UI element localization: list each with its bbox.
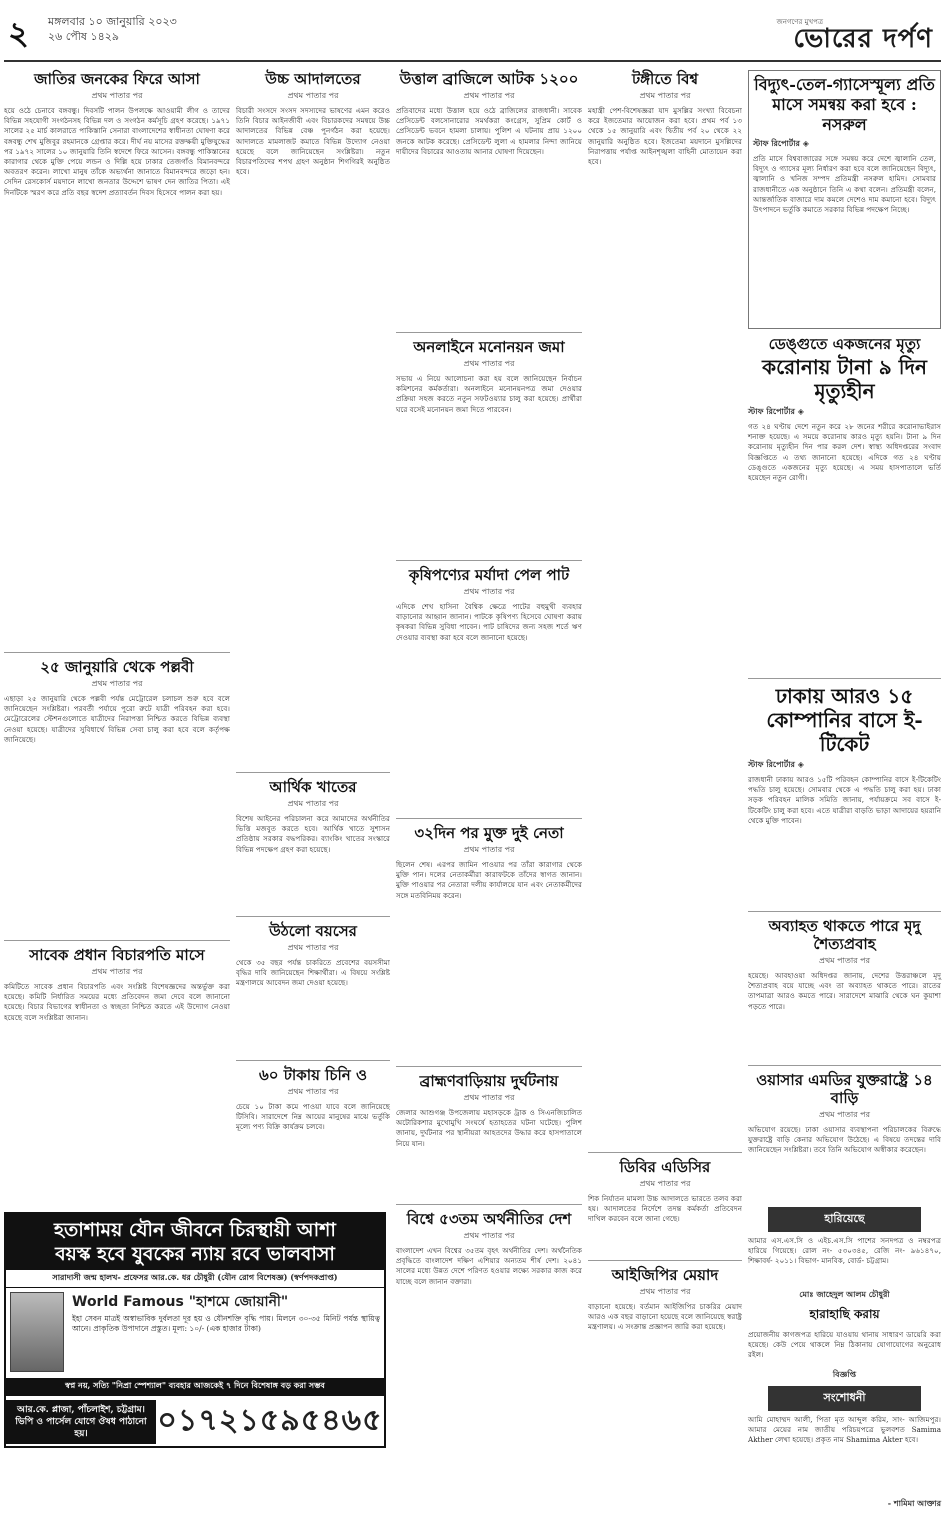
classified-name: - শামিমা আক্তার (887, 1498, 941, 1508)
story-igpr-meyad (588, 1266, 742, 1372)
headline: জাতির জনকের ফিরে আসা (34, 70, 200, 88)
column-3 (396, 70, 582, 1402)
divider (396, 818, 582, 819)
classified-tag-harachhi: হারাহাছি করায় (809, 1307, 880, 1321)
story-body: শিক নির্যাতন মামলা উচ্চ আদালতে ভারতে তলব করা হয়। আদালতের নির্দেশে তদন্ত কর্মকর্তা প্রতিবেদন দাখিল করবেন বলে জানা গেছে। (588, 1194, 742, 1224)
ad-headline (6, 1214, 384, 1270)
kicker: প্রথম পাতার পর (639, 91, 691, 100)
masthead (4, 4, 941, 62)
headline: কৃষিপণ্যের মর্যাদা পেল পাট (408, 566, 570, 584)
divider (4, 940, 230, 941)
ad-description (68, 1288, 384, 1378)
headline: বিদ্যুৎ-তেল-গ্যাসেস্মূল্য প্রতি মাসে সমন্বয় করা হবে : নসরুল (754, 75, 935, 134)
headline: ব্রাহ্মণবাড়িয়ায় দুর্ঘটনায় (419, 1072, 559, 1090)
column-2 (236, 70, 390, 1208)
headline: ওয়াসার এমডির যুক্তরাষ্ট্রে ১৪ বাড়ি (756, 1071, 933, 1107)
story-ubhal-brazil (396, 70, 582, 326)
date-gregorian: মঙ্গলবার ১০ জানুয়ারি ২০২৩ (48, 15, 177, 28)
logo-tagline: জনগণের মুখপত্র (776, 18, 823, 26)
headline: অনলাইনে মনোনয়ন জমা (413, 338, 565, 356)
kicker: প্রথম পাতার পর (463, 91, 515, 100)
divider (748, 911, 941, 912)
headline: ২৫ জানুয়ারি থেকে পল্লবী (40, 658, 194, 676)
story-batrish-din (396, 824, 582, 1060)
divider (236, 772, 390, 773)
story-body: এছাড়া ২৫ জানুয়ারি থেকে পল্লবী পর্যন্ত মেট্রোরেল চলাচল শুরু হবে বলে জানিয়েছেন সংশ্লিষ্টরা। পরবর্তী পর্যায়ে পুরো রুটে যাত্রী পরিবহন করা হবে। মেট্রোরেলের স্টেশনগুলোতে যাত্রীদের নিরাপত্তা নিশ্চিত করতে বিভিন্ন ব্যবস্থা নেওয়া হয়েছে। যাত্রীদের সুবিধার্থে বিভিন্ন সেবা চালু করা হবে বলে কর্তৃপক্ষ জানিয়েছে। (4, 694, 230, 744)
byline: স্টাফ রিপোর্টার ◈ (748, 759, 804, 769)
kicker: প্রথম পাতার পর (463, 587, 515, 596)
column-4 (588, 70, 742, 1378)
classified-body: প্রয়োজনীয় কাগজপত্র হারিয়ে যাওয়ায় থানায় সাধারণ ডায়েরি করা হয়েছে। কেউ পেয়ে থাকলে নিম্ন ঠিকানায় যোগাযোগের অনুরোধ রইল। (748, 1330, 941, 1360)
headline: উত্তাল ব্রাজিলে আটক ১২০০ (399, 70, 579, 88)
byline: স্টাফ রিপোর্টার ◈ (748, 406, 804, 416)
classified-body: আমি মোহাম্মদ আলী, পিতা মৃত আব্দুল করিম, সাং- আজিমপুর। আমার মেয়ের নাম জাতীয় পরিচয়পত্রে ভুলবশত Samima Akther লেখা হয়েছে। প্রকৃত নাম Shamima Akter হবে। (748, 1415, 941, 1445)
classified-name: বিজ্ঞপ্তি (832, 1369, 857, 1379)
story-body: বিচারী সংসদে সংসদ সদস্যদের ভাষণের এমন করেও তিনি বিচার আইনজীবী এবং বিচারকদের সমন্বয়ে উচ্চ আদালতের বিভিন্ন বেঞ্চ পুনর্গঠন করা হয়েছে। আদালতে মামলাজট কমাতে বিভিন্ন উদ্যোগ নেওয়া হয়েছে বলে জানিয়েছেন সংশ্লিষ্টরা। নতুন বিচারপতিদের শপথ গ্রহণ অনুষ্ঠান শিগগিরই অনুষ্ঠিত হবে। (236, 106, 390, 177)
story-krishoker-morjada (396, 566, 582, 812)
kicker: প্রথম পাতার পর (287, 1087, 339, 1096)
headline: সাবেক প্রধান বিচারপতি মাসে (29, 946, 205, 964)
kicker: প্রথম পাতার পর (463, 1231, 515, 1240)
headline: বিশ্বে ৫৩তম অর্থনীতির দেশ (406, 1210, 572, 1228)
story-body: ছিলেন শেষ। এরপর জামিন পাওয়ার পর তাঁরা কারাগার থেকে মুক্তি পান। দলের নেতাকর্মীরা কারাফটকে তাঁদের স্বাগত জানান। মুক্তি পাওয়ার পর নেতারা দলীয় কার্যালয়ে যান এবং নেতাকর্মীদের সঙ্গে মতবিনিময় করেন। (396, 860, 582, 900)
story-body: কমিটিতে সাবেক প্রধান বিচারপতি এবং সংশ্লিষ্ট বিশেষজ্ঞদের অন্তর্ভুক্ত করা হয়েছে। কমিটি নির্ধারিত সময়ের মধ্যে প্রতিবেদন জমা দেবে বলে জানানো হয়েছে। বিচার বিভাগের স্বাধীনতা ও স্বচ্ছতা নিশ্চিত করতে এই উদ্যোগ নেওয়া হয়েছে বলে সংশ্লিষ্টরা জানান। (4, 982, 230, 1022)
kicker: প্রথম পাতার পর (639, 1287, 691, 1296)
kicker: প্রথম পাতার পর (463, 845, 515, 854)
headline: ঢাকায় আরও ১৫ কোম্পানির বাসে ই-টিকেট (766, 684, 923, 756)
kicker: প্রথম পাতার পর (287, 799, 339, 808)
story-body: বাংলাদেশ এখন বিশ্বের ৩৫তম বৃহৎ অর্থনীতির দেশ। অর্থনৈতিক প্রবৃদ্ধিতে বাংলাদেশ দক্ষিণ এশিয়ার অন্যতম শীর্ষ দেশ। ২০৪১ সালের মধ্যে উন্নত দেশে পরিণত হওয়ার লক্ষ্যে সরকার কাজ করে যাচ্ছে বলে জানান বক্তারা। (396, 1246, 582, 1286)
newspaper-logo: ভোরের দর্পণ (793, 24, 933, 54)
page-number: ২ (8, 14, 29, 52)
classified-tag-harieche: হারিয়েছে (768, 1207, 921, 1232)
story-body: প্রতি মাসে বিশ্ববাজারের সঙ্গে সমন্বয় করে দেশে জ্বালানি তেল, বিদ্যুৎ ও গ্যাসের মূল্য নির্ধারণ করা হবে বলে জানিয়েছেন বিদ্যুৎ, জ্বালানি ও খনিজ সম্পদ প্রতিমন্ত্রী নসরুল হামিদ। সোমবার রাজধানীতে এক অনুষ্ঠানে তিনি এ কথা বলেন। প্রতিমন্ত্রী বলেন, আন্তর্জাতিক বাজারে দাম কমলে দেশেও দাম কমানো হবে। বিদ্যুৎ উৎপাদনে ভর্তুকি কমাতে সরকার বিভিন্ন পদক্ষেপ নিচ্ছে। (753, 154, 936, 215)
classified-name: মোঃ জাহেদুল আলম চৌধুরী (799, 1289, 890, 1299)
story-body: এদিকে শেখ হাসিনা বৈশ্বিক ক্ষেত্রে পাটের বহুমুখী ব্যবহার বাড়ানোর আহ্বান জানান। পাটকে কৃষিপণ্য হিসেবে ঘোষণা করায় কৃষকরা বিভিন্ন সুবিধা পাবেন। পাট চাষিদের জন্য সহজ শর্তে ঋণ দেওয়ার ব্যবস্থা করা হবে বলে জানানো হয়েছে। (396, 602, 582, 642)
kicker: প্রথম পাতার পর (639, 1179, 691, 1188)
story-body: হয়েছে। আবহাওয়া অধিদপ্তর জানায়, দেশের উত্তরাঞ্চলে মৃদু শৈত্যপ্রবাহ বয়ে যাচ্ছে এবং তা অব্যাহত থাকতে পারে। রাতের তাপমাত্রা আরও কমতে পারে। সারাদেশে মাঝারি থেকে ঘন কুয়াশা পড়তে পারে। (748, 971, 941, 1011)
divider (396, 1066, 582, 1067)
headline: অব্যাহত থাকতে পারে মৃদু শৈত্যপ্রবাহ (768, 917, 921, 953)
story-jatir-janak (4, 70, 230, 646)
divider (236, 1060, 390, 1061)
divider (748, 678, 941, 679)
story-body: বিশেষ আইনের পরিচালনা করে আমাদের অর্থনীতির ভিত্তি মজবুত করতে হবে। আর্থিক খাতে সুশাসন প্রতিষ্ঠায় সরকার বদ্ধপরিকর। ব্যাংকিং খাতের সংস্কারে বিভিন্ন পদক্ষেপ গ্রহণ করা হয়েছে। (236, 814, 390, 854)
ad-line2: বয়স্ক হবে যুবকের ন্যায় রবে ভালবাসা (55, 1243, 335, 1265)
story-dbi-adisir (588, 1158, 742, 1254)
ad-subtitle: সারাদাসী জন্ম হালখ- প্রফেসর আর.কে. ধর চৌধুরী (যৌন রোগ বিশেষজ্ঞ) (স্বর্ণপদকপ্রাপ্ত) (6, 1270, 384, 1288)
story-body: থেকে ৩৫ বছর পর্যন্ত চাকরিতে প্রবেশের বয়সসীমা বৃদ্ধির দাবি জানিয়েছেন শিক্ষার্থীরা। এ বিষয়ে সংশ্লিষ্ট মন্ত্রণালয়ে আবেদন জমা দেওয়া হয়েছে। (236, 958, 390, 988)
ad-address: আর.কে. প্লাজা, পাঁচলাইশ, চট্টগ্রাম। ভিপি ও পার্সেল যোগে ঔষধ পাঠানো হয়। (6, 1400, 156, 1444)
kicker: প্রথম পাতার পর (91, 967, 143, 976)
divider (748, 1065, 941, 1066)
classified-tag-songshodhoni: সংশোধনী (768, 1386, 921, 1411)
divider (588, 1152, 742, 1153)
ad-product-desc: ইহা সেবন মাত্রই অস্বাভাবিক দুর্বলতা দূর হয় ও যৌনশক্তি বৃদ্ধি পায়। মিলনে ৩০-৩৫ মিনিট পর্যন্ত স্থায়িত্ব আনে। প্রাকৃতিক উপাদানে প্রস্তুত। মূল্য: ১০/- (এক হাজার টাকা) (72, 1314, 380, 1333)
story-body: অভিযোগ রয়েছে। ঢাকা ওয়াসার ব্যবস্থাপনা পরিচালকের বিরুদ্ধে যুক্তরাষ্ট্রে বাড়ি কেনার অভিযোগ উঠেছে। এ বিষয়ে তদন্তের দাবি জানিয়েছেন সংশ্লিষ্টরা। তবে তিনি অভিযোগ অস্বীকার করেছেন। (748, 1125, 941, 1155)
date-bengali: ২৬ পৌষ ১৪২৯ (48, 30, 120, 43)
headline: ৬০ টাকায় চিনি ও (258, 1066, 368, 1084)
divider (236, 916, 390, 917)
story-body: মহান্ত্রী পেশ-বিশেষজ্ঞরা যাদ মুসল্লির সংখ্যা বিবেচনা করে ইজতেমার আয়োজন করা হবে। প্রথম পর্ব ১৩ থেকে ১৫ জানুয়ারি এবং দ্বিতীয় পর্ব ২০ থেকে ২২ জানুয়ারি অনুষ্ঠিত হবে। ইজতেমা ময়দানে মুসল্লিদের নিরাপত্তায় পর্যাপ্ত আইনশৃঙ্খলা বাহিনী মোতায়েন করা হবে। (588, 106, 742, 167)
kicker: প্রথম পাতার পর (463, 1093, 515, 1102)
divider (396, 560, 582, 561)
story-corona-mrityuhin (748, 335, 941, 672)
divider (588, 1260, 742, 1261)
story-body: চেয়ে ১০ টাকা কমে পাওয়া যাবে বলে জানিয়েছে টিসিবি। সারাদেশে নিম্ন আয়ের মানুষের মাঝে ভর্তুকি মূল্যে পণ্য বিক্রি কার্যক্রম চলবে। (236, 1102, 390, 1132)
ad-phone: ০১৭২১৫৯৫৪৬৫ (157, 1403, 383, 1438)
divider (396, 1204, 582, 1205)
divider (4, 652, 230, 653)
story-dhakay-eticket (748, 684, 941, 905)
classified-body: আমার এস.এস.সি ও এইচ.এস.সি পাশের সনদপত্র ও নম্বরপত্র হারিয়ে গিয়েছে। রোল নং- ৫৩০৩৪৫, রেজি নং- ৯৬১৪৭০, শিক্ষাবর্ষ- ২০১১। বিভাগ- মানবিক, বোর্ড- চট্টগ্রাম। (748, 1236, 941, 1266)
headline: আর্থিক খাতের (269, 778, 357, 796)
divider (396, 332, 582, 333)
ad-contact (6, 1395, 384, 1447)
kicker: প্রথম পাতার পর (819, 1110, 870, 1119)
headline: ৩২দিন পর মুক্ত দুই নেতা (414, 824, 564, 842)
story-shaitya-probaho (748, 917, 941, 1059)
story-panchis-january (4, 658, 230, 934)
headline: আইজিপির মেয়াদ (611, 1266, 719, 1284)
column-5 (748, 70, 941, 1514)
story-bidyut-tel-gas (748, 70, 941, 329)
story-body: রাজধানী ঢাকায় আরও ১৫টি পরিবহন কোম্পানির বাসে ই-টিকেটিং পদ্ধতি চালু হয়েছে। সোমবার থেকে এ পদ্ধতি চালু করা হয়। ঢাকা সড়ক পরিবহন মালিক সমিতি জানায়, পর্যায়ক্রমে সব বাসে ই-টিকেটিং চালু করা হবে। এতে যাত্রীরা বাড়তি ভাড়া আদায়ের হয়রানি থেকে মুক্তি পাবেন। (748, 775, 941, 825)
story-sabek-bichar (4, 946, 230, 1172)
kicker: প্রথম পাতার পর (463, 359, 515, 368)
kicker: প্রথম পাতার পর (287, 943, 339, 952)
story-body: প্রতিবাদের মধ্যে উত্তাল হয়ে ওঠে ব্রাজিলের রাজধানী। সাবেক প্রেসিডেন্ট বলসোনারোর সমর্থকরা কংগ্রেস, সুপ্রিম কোর্ট ও প্রেসিডেন্ট ভবনে হামলা চালায়। পুলিশ এ ঘটনায় প্রায় ১২০০ জনকে আটক করেছে। প্রেসিডেন্ট লুলা এ হামলার নিন্দা জানিয়ে দায়ীদের বিচারের আওতায় আনার ঘোষণা দিয়েছেন। (396, 106, 582, 156)
story-body: গত ২৪ ঘণ্টায় দেশে নতুন করে ২৮ জনের শরীরে করোনাভাইরাস শনাক্ত হয়েছে। এ সময়ে করোনায় কারও মৃত্যু হয়নি। টানা ৯ দিন করোনায় মৃত্যুহীন দিন পার করল দেশ। স্বাস্থ্য অধিদপ্তরের সংবাদ বিজ্ঞপ্তিতে এ তথ্য জানানো হয়েছে। এদিকে গত ২৪ ঘণ্টায় ডেঙ্গুতে একজনের মৃত্যু হয়েছে। এ সময় হাসপাতালে ভর্তি হয়েছেন নতুন রোগী। (748, 422, 941, 483)
story-arthik-khat (236, 778, 390, 910)
column-1 (4, 70, 230, 1178)
headline: টঙ্গীতে বিশ্ব (631, 70, 699, 88)
story-uchcha-adalat (236, 70, 390, 766)
story-wasa-md (748, 1071, 941, 1201)
story-body: জেলার আশুগঞ্জ উপজেলায় মহাসড়কে ট্রাক ও সিএনজিচালিত অটোরিকশার মুখোমুখি সংঘর্ষে হতাহতের ঘটনা ঘটেছে। পুলিশ জানায়, দুর্ঘটনার পর স্থানীয়রা আহতদের উদ্ধার করে হাসপাতালে নিয়ে যান। (396, 1108, 582, 1148)
byline: স্টাফ রিপোর্টার ◈ (753, 138, 809, 148)
story-body: হয়ে ওঠে চেনাবে বঙ্গবন্ধু। দিবসটি পালন উপলক্ষে আওয়ামী লীগ ও তাদের বিভিন্ন সহযোগী সংগঠনসহ বিভিন্ন দল ও সংগঠন কর্মসূচি গ্রহণ করেছে। ১৯৭১ সালের ২৫ মার্চ কালরাতে পাকিস্তানি সেনারা বাংলাদেশের স্বাধীনতা ঘোষণা করে বঙ্গবন্ধু শেখ মুজিবুর রহমানকে গ্রেপ্তার করে। দীর্ঘ নয় মাসের রক্তক্ষয়ী মুক্তিযুদ্ধের পর ১৯৭২ সালের ১০ জানুয়ারি তিনি স্বদেশে ফিরে আসেন। বঙ্গবন্ধু পাকিস্তানের কারাগার থেকে মুক্তি পেয়ে লন্ডন ও দিল্লি হয়ে ঢাকার তেজগাঁও বিমানবন্দরে অবতরণ করেন। লাখো মানুষ তাঁকে অভ্যর্থনা জানাতে বিমানবন্দরে জড়ো হন। সেদিন রেসকোর্স ময়দানে লাখো জনতার উদ্দেশে ভাষণ দেন জাতির পিতা। এই দিনটিকে স্মরণ করে প্রতি বছর স্বদেশ প্রত্যাবর্তন দিবস হিসেবে পালন করা হয়। (4, 106, 230, 197)
story-body: সভায় এ নিয়ে আলোচনা করা হয় বলে জানিয়েছেন নির্বাচন কমিশনের কর্মকর্তারা। অনলাইনে মনোনয়নপত্র জমা দেওয়ার প্রক্রিয়া সহজ করতে নতুন সফটওয়্যার চালু করা হয়েছে। প্রার্থীরা ঘরে বসেই মনোনয়ন জমা দিতে পারবেন। (396, 374, 582, 414)
kicker: প্রথম পাতার পর (91, 679, 143, 688)
kicker: প্রথম পাতার পর (819, 956, 870, 965)
headline: ডিবির এডিসির (619, 1158, 711, 1176)
date-line (48, 14, 177, 44)
ad-middle (6, 1288, 384, 1378)
headline: করোনায় টানা ৯ দিন মৃত্যুহীন (762, 355, 927, 403)
kicker: প্রথম পাতার পর (287, 91, 339, 100)
ad-band: স্বপ্ন নয়, সত্যি "নিপ্রা স্পেশ্যাল" ব্যবহার আজকেই ৭ দিনে বিশেষাঙ্গ বড় করা সম্ভব (6, 1378, 384, 1395)
ad-line1: হতাশাময় যৌন জীবনে চিরস্থায়ী আশা (54, 1219, 336, 1241)
story-tongite-bishwa (588, 70, 742, 1146)
story-body: বাড়ানো হয়েছে। বর্তমান আইজিপির চাকরির মেয়াদ আরও এক বছর বাড়ানো হয়েছে বলে জানিয়েছে স্বরাষ্ট্র মন্ত্রণালয়। এ সংক্রান্ত প্রজ্ঞাপন জারি করা হয়েছে। (588, 1302, 742, 1332)
headline: উচ্চ আদালতের (265, 70, 361, 88)
story-brahmanbaria (396, 1072, 582, 1198)
kicker: প্রথম পাতার পর (91, 91, 143, 100)
headline: উঠলো বয়সের (269, 922, 357, 940)
story-utholo-boyos (236, 922, 390, 1054)
ad-photo (10, 1292, 64, 1372)
story-shat-taka (236, 1066, 390, 1202)
ad-product-name: World Famous "হাশমে জোয়ানী" (72, 1294, 289, 1310)
advertisement (4, 1212, 386, 1448)
story-online-monoyon (396, 338, 582, 554)
story-bishwe-arthaniti (396, 1210, 582, 1396)
headline-top: ডেঙ্গুতে একজনের মৃত্যু (768, 335, 921, 353)
